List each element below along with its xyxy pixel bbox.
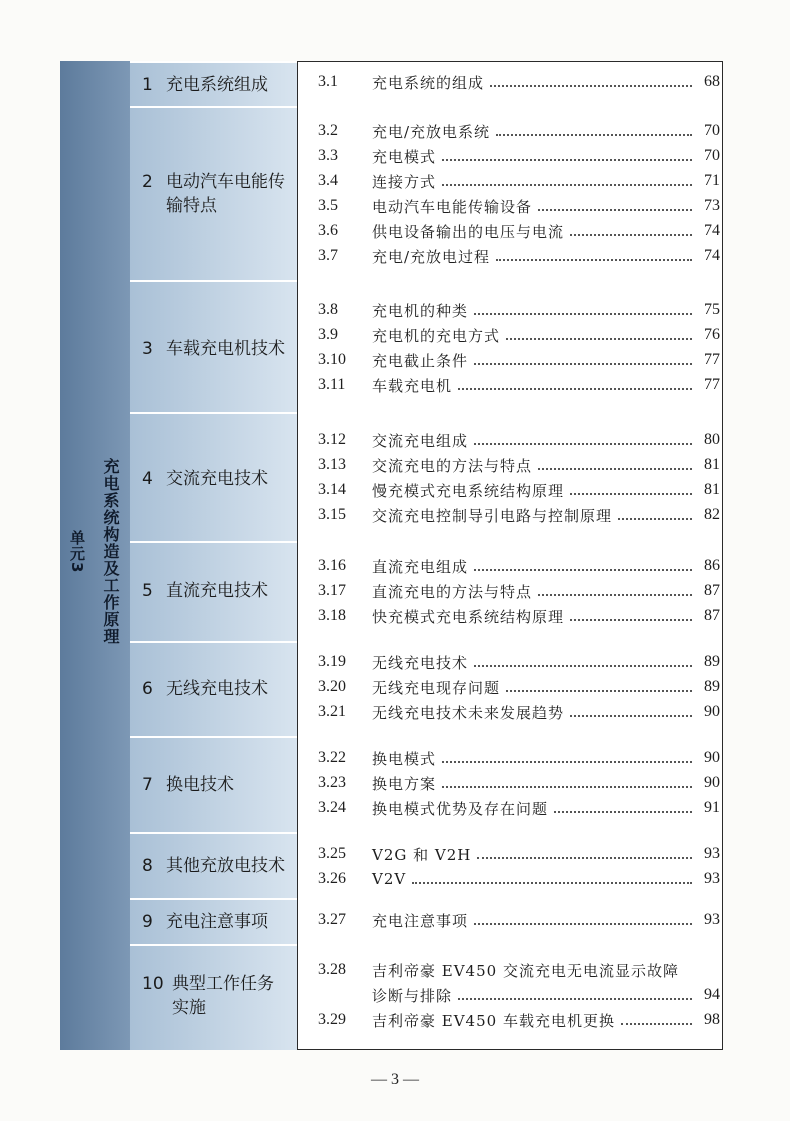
section-title: 快充模式充电系统结构原理	[372, 607, 565, 626]
section-title: 供电设备输出的电压与电流	[372, 222, 565, 241]
chapter-block[interactable]	[130, 832, 297, 898]
section-title: 交流充电组成	[372, 431, 469, 450]
section-number: 3.29	[318, 1011, 346, 1028]
dot-leader	[538, 594, 692, 596]
toc-entry[interactable]	[318, 323, 720, 347]
dot-leader	[458, 388, 692, 390]
section-number: 3.27	[318, 911, 346, 928]
chapter-title: 充电注意事项	[166, 912, 268, 932]
section-title: 换电模式优势及存在问题	[372, 799, 549, 818]
chapter-title: 典型工作任务	[172, 974, 274, 994]
chapter-block[interactable]	[130, 736, 297, 832]
toc-entry[interactable]	[318, 771, 720, 795]
page-ref: 93	[704, 911, 720, 928]
page-ref: 77	[704, 376, 720, 393]
section-number: 3.10	[318, 351, 346, 368]
section-number: 3.22	[318, 749, 346, 766]
page-ref: 82	[704, 506, 720, 523]
dot-leader	[474, 665, 692, 667]
dot-leader	[621, 1023, 692, 1025]
section-number: 3.3	[318, 147, 338, 164]
page-ref: 90	[704, 774, 720, 791]
section-number: 3.12	[318, 431, 346, 448]
toc-entry[interactable]	[318, 348, 720, 372]
toc-entry[interactable]	[318, 194, 720, 218]
chapter-block[interactable]	[130, 944, 297, 1050]
page-ref: 74	[704, 247, 720, 264]
section-number: 3.7	[318, 247, 338, 264]
section-number: 3.11	[318, 376, 346, 393]
toc-entry[interactable]	[318, 958, 720, 982]
toc-entry[interactable]	[318, 478, 720, 502]
toc-entry[interactable]	[318, 428, 720, 452]
page-ref: 91	[704, 799, 720, 816]
dot-leader	[506, 338, 692, 340]
page-ref: 68	[704, 73, 720, 90]
dot-leader	[412, 882, 692, 884]
chapter-title: 车载充电机技术	[166, 339, 285, 359]
page-ref: 77	[704, 351, 720, 368]
page-ref: 70	[704, 122, 720, 139]
page-ref: 93	[704, 845, 720, 862]
section-number: 3.26	[318, 870, 346, 887]
toc-entry[interactable]	[318, 169, 720, 193]
section-title: 充电模式	[372, 147, 437, 166]
toc-entry[interactable]	[318, 219, 720, 243]
chapter-number: 8	[142, 856, 153, 876]
page-ref: 87	[704, 582, 720, 599]
section-title: 充电/充放电系统	[372, 122, 491, 141]
section-number: 3.28	[318, 961, 346, 978]
section-number: 3.17	[318, 582, 346, 599]
dot-leader	[496, 259, 692, 261]
dot-leader	[458, 998, 692, 1000]
unit-title: 充电系统构造及工作原理	[101, 458, 120, 645]
section-number: 3.14	[318, 481, 346, 498]
dot-leader	[442, 159, 692, 161]
section-title: 充电截止条件	[372, 351, 469, 370]
section-title: 换电方案	[372, 774, 437, 793]
section-title: 直流充电的方法与特点	[372, 582, 533, 601]
toc-entry[interactable]	[318, 908, 720, 932]
section-title: 充电/充放电过程	[372, 247, 491, 266]
section-title: 充电系统的组成	[372, 73, 485, 92]
chapter-number: 5	[142, 581, 153, 601]
page-ref: 81	[704, 481, 720, 498]
toc-entry[interactable]	[318, 119, 720, 143]
section-title: 交流充电的方法与特点	[372, 456, 533, 475]
page-ref: 73	[704, 197, 720, 214]
dot-leader	[618, 518, 692, 520]
section-title: V2G 和 V2H	[372, 845, 472, 864]
section-number: 3.19	[318, 653, 346, 670]
chapter-title: 交流充电技术	[166, 469, 268, 489]
chapter-title: 充电系统组成	[166, 75, 268, 95]
toc-entry[interactable]	[318, 796, 720, 820]
page-ref: 98	[704, 1011, 720, 1028]
dot-leader	[474, 569, 692, 571]
toc-entry-continuation[interactable]	[318, 983, 720, 1007]
chapter-title: 换电技术	[166, 775, 234, 795]
page-ref: 87	[704, 607, 720, 624]
section-number: 3.2	[318, 122, 338, 139]
dot-leader	[570, 619, 692, 621]
section-title: 吉利帝豪 EV450 交流充电无电流显示故障	[372, 961, 679, 980]
section-number: 3.18	[318, 607, 346, 624]
section-number: 3.9	[318, 326, 338, 343]
page-ref: 80	[704, 431, 720, 448]
chapter-number: 2	[142, 172, 153, 192]
page-ref: 86	[704, 557, 720, 574]
toc-entry[interactable]	[318, 373, 720, 397]
toc-entry[interactable]	[318, 298, 720, 322]
chapter-number: 10	[142, 974, 164, 994]
toc-entry[interactable]	[318, 453, 720, 477]
toc-entry[interactable]	[318, 1008, 720, 1032]
section-number: 3.16	[318, 557, 346, 574]
dot-leader	[570, 234, 692, 236]
page-ref: 71	[704, 172, 720, 189]
chapter-number: 9	[142, 912, 153, 932]
section-title: 无线充电技术未来发展趋势	[372, 703, 565, 722]
chapter-block[interactable]	[130, 106, 297, 280]
page-ref: 76	[704, 326, 720, 343]
chapter-title: 电动汽车电能传	[166, 172, 285, 192]
chapter-number: 3	[142, 339, 153, 359]
dot-leader	[554, 811, 692, 813]
page-ref: 90	[704, 703, 720, 720]
page-number: — 3 —	[371, 1071, 419, 1088]
toc-entry[interactable]	[318, 244, 720, 268]
section-title: 换电模式	[372, 749, 437, 768]
chapter-block[interactable]	[130, 541, 297, 641]
chapter-block[interactable]	[130, 61, 297, 106]
chapter-number: 4	[142, 469, 153, 489]
section-title: 充电机的种类	[372, 301, 469, 320]
section-number: 3.15	[318, 506, 346, 523]
section-title: 无线充电现存问题	[372, 678, 501, 697]
dot-leader	[496, 134, 692, 136]
page-ref: 90	[704, 749, 720, 766]
section-title: 慢充模式充电系统结构原理	[372, 481, 565, 500]
section-title: 电动汽车电能传输设备	[372, 197, 533, 216]
toc-entry[interactable]	[318, 675, 720, 699]
toc-entry[interactable]	[318, 650, 720, 674]
dot-leader	[570, 493, 692, 495]
section-title: 充电机的充电方式	[372, 326, 501, 345]
section-title: 交流充电控制导引电路与控制原理	[372, 506, 613, 525]
section-number: 3.6	[318, 222, 338, 239]
toc-entry[interactable]	[318, 604, 720, 628]
toc-entry[interactable]	[318, 746, 720, 770]
dot-leader	[442, 184, 692, 186]
toc-entry[interactable]	[318, 579, 720, 603]
dot-leader	[474, 363, 692, 365]
dot-leader	[442, 761, 692, 763]
toc-entry[interactable]	[318, 867, 720, 891]
section-number: 3.5	[318, 197, 338, 214]
section-title: 吉利帝豪 EV450 车载充电机更换	[372, 1011, 615, 1030]
chapter-block[interactable]	[130, 280, 297, 412]
dot-leader	[442, 786, 692, 788]
section-title-cont: 诊断与排除	[372, 986, 453, 1005]
dot-leader	[474, 313, 692, 315]
section-number: 3.4	[318, 172, 338, 189]
chapter-title-cont: 实施	[172, 998, 206, 1018]
section-title: 连接方式	[372, 172, 437, 191]
section-number: 3.20	[318, 678, 346, 695]
page-ref: 89	[704, 678, 720, 695]
toc-entry[interactable]	[318, 842, 720, 866]
dot-leader	[477, 857, 692, 859]
chapter-number: 7	[142, 775, 153, 795]
page-ref: 70	[704, 147, 720, 164]
chapter-block[interactable]	[130, 641, 297, 736]
section-number: 3.1	[318, 73, 338, 90]
dot-leader	[490, 85, 692, 87]
page-ref: 81	[704, 456, 720, 473]
column-divider	[297, 61, 298, 1050]
dot-leader	[570, 715, 692, 717]
page-ref: 75	[704, 301, 720, 318]
section-title: 车载充电机	[372, 376, 453, 395]
section-number: 3.23	[318, 774, 346, 791]
dot-leader	[474, 923, 692, 925]
dot-leader	[474, 443, 692, 445]
toc-entry[interactable]	[318, 70, 720, 94]
toc-entry[interactable]	[318, 554, 720, 578]
chapter-title: 直流充电技术	[166, 581, 268, 601]
toc-entry[interactable]	[318, 144, 720, 168]
dot-leader	[538, 209, 692, 211]
section-number: 3.21	[318, 703, 346, 720]
chapter-number: 6	[142, 679, 153, 699]
chapter-number: 1	[142, 75, 153, 95]
toc-entry[interactable]	[318, 700, 720, 724]
page-ref: 74	[704, 222, 720, 239]
unit-label: 单元3	[68, 530, 86, 574]
section-number: 3.25	[318, 845, 346, 862]
section-number: 3.8	[318, 301, 338, 318]
chapter-block[interactable]	[130, 898, 297, 944]
page-ref: 93	[704, 870, 720, 887]
section-title: V2V	[372, 870, 407, 888]
chapter-title: 其他充放电技术	[166, 856, 285, 876]
section-number: 3.13	[318, 456, 346, 473]
page-ref: 89	[704, 653, 720, 670]
page-ref: 94	[704, 986, 720, 1003]
chapter-title-cont: 输特点	[166, 196, 217, 216]
section-title: 充电注意事项	[372, 911, 469, 930]
section-title: 直流充电组成	[372, 557, 469, 576]
section-number: 3.24	[318, 799, 346, 816]
toc-entry[interactable]	[318, 503, 720, 527]
section-title: 无线充电技术	[372, 653, 469, 672]
dot-leader	[538, 468, 692, 470]
chapter-title: 无线充电技术	[166, 679, 268, 699]
dot-leader	[506, 690, 692, 692]
chapter-block[interactable]	[130, 412, 297, 541]
